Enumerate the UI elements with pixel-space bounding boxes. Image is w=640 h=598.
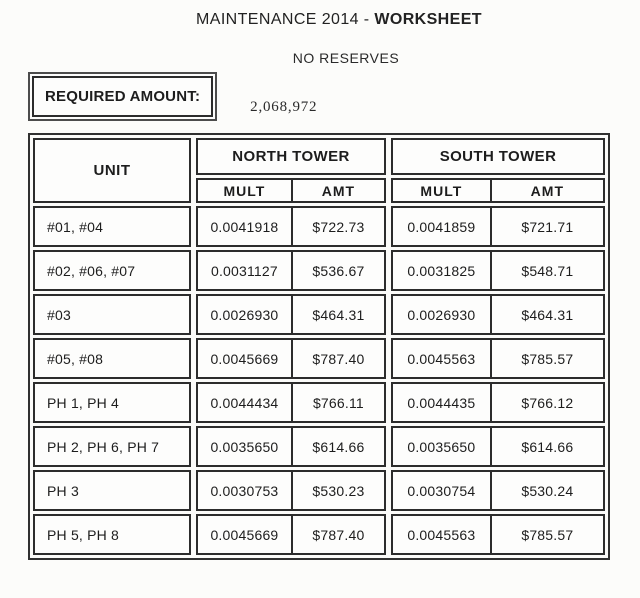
unit-column-header: UNIT bbox=[33, 138, 191, 203]
required-amount-box bbox=[28, 72, 217, 121]
south-amt-cell: $766.12 bbox=[521, 394, 574, 411]
south-amt-header: AMT bbox=[530, 182, 564, 199]
page-title-regular: MAINTENANCE 2014 - bbox=[196, 11, 375, 28]
unit-cell: PH 5, PH 8 bbox=[33, 514, 191, 555]
north-amt-cell: $536.67 bbox=[312, 262, 365, 279]
worksheet-table-body bbox=[33, 138, 605, 555]
north-mult-cell: 0.0045669 bbox=[198, 516, 293, 553]
north-amt-cell: $766.11 bbox=[312, 394, 364, 411]
page-title bbox=[0, 0, 640, 29]
south-tower-subheader bbox=[391, 178, 605, 203]
page-subtitle: NO RESERVES bbox=[292, 50, 400, 66]
south-mult-cell: 0.0026930 bbox=[393, 296, 492, 333]
unit-cell: PH 1, PH 4 bbox=[33, 382, 191, 423]
required-amount-section bbox=[28, 72, 640, 121]
south-mult-cell: 0.0031825 bbox=[393, 252, 492, 289]
south-mult-cell: 0.0030754 bbox=[393, 472, 492, 509]
north-row-values bbox=[196, 294, 386, 335]
south-amt-cell: $464.31 bbox=[521, 306, 574, 323]
south-row-values bbox=[391, 294, 605, 335]
south-mult-header: MULT bbox=[393, 180, 492, 201]
unit-cell: #01, #04 bbox=[33, 206, 191, 247]
north-row-values bbox=[196, 338, 386, 379]
south-amt-cell: $785.57 bbox=[521, 526, 574, 543]
north-mult-cell: 0.0044434 bbox=[198, 384, 293, 421]
south-mult-cell: 0.0041859 bbox=[393, 208, 492, 245]
north-amt-cell: $614.66 bbox=[312, 438, 365, 455]
south-mult-cell: 0.0035650 bbox=[393, 428, 492, 465]
south-tower-column-group bbox=[391, 138, 605, 555]
north-tower-column-group bbox=[196, 138, 386, 555]
worksheet-table bbox=[28, 133, 610, 560]
south-row-values bbox=[391, 514, 605, 555]
south-row-values bbox=[391, 338, 605, 379]
north-row-values bbox=[196, 206, 386, 247]
unit-cell: PH 3 bbox=[33, 470, 191, 511]
south-row-values bbox=[391, 206, 605, 247]
north-mult-cell: 0.0041918 bbox=[198, 208, 293, 245]
north-mult-cell: 0.0035650 bbox=[198, 428, 293, 465]
south-tower-header: SOUTH TOWER bbox=[391, 138, 605, 175]
north-mult-cell: 0.0030753 bbox=[198, 472, 293, 509]
unit-cell: #03 bbox=[33, 294, 191, 335]
north-tower-subheader bbox=[196, 178, 386, 203]
north-mult-header: MULT bbox=[198, 180, 293, 201]
unit-cell: #05, #08 bbox=[33, 338, 191, 379]
north-row-values bbox=[196, 470, 386, 511]
unit-column bbox=[33, 138, 191, 555]
required-amount-value: 2,068,972 bbox=[250, 99, 318, 115]
north-amt-header: AMT bbox=[321, 182, 356, 199]
north-row-values bbox=[196, 382, 386, 423]
required-amount-label: REQUIRED AMOUNT: bbox=[32, 76, 213, 117]
unit-cell: PH 2, PH 6, PH 7 bbox=[33, 426, 191, 467]
north-row-values bbox=[196, 426, 386, 467]
north-amt-cell: $530.23 bbox=[312, 482, 365, 499]
north-amt-cell: $787.40 bbox=[312, 526, 365, 543]
south-row-values bbox=[391, 426, 605, 467]
north-mult-cell: 0.0026930 bbox=[198, 296, 293, 333]
south-mult-cell: 0.0044435 bbox=[393, 384, 492, 421]
north-amt-cell: $464.31 bbox=[312, 306, 365, 323]
south-mult-cell: 0.0045563 bbox=[393, 340, 492, 377]
north-tower-header: NORTH TOWER bbox=[196, 138, 386, 175]
south-amt-cell: $614.66 bbox=[521, 438, 574, 455]
page-title-bold: WORKSHEET bbox=[374, 11, 482, 28]
south-amt-cell: $721.71 bbox=[521, 218, 574, 235]
north-mult-cell: 0.0045669 bbox=[198, 340, 293, 377]
north-amt-cell: $722.73 bbox=[312, 218, 365, 235]
south-row-values bbox=[391, 382, 605, 423]
north-amt-cell: $787.40 bbox=[312, 350, 365, 367]
north-mult-cell: 0.0031127 bbox=[198, 252, 293, 289]
south-amt-cell: $548.71 bbox=[521, 262, 574, 279]
south-amt-cell: $785.57 bbox=[521, 350, 574, 367]
south-row-values bbox=[391, 470, 605, 511]
north-row-values bbox=[196, 250, 386, 291]
north-row-values bbox=[196, 514, 386, 555]
unit-cell: #02, #06, #07 bbox=[33, 250, 191, 291]
south-amt-cell: $530.24 bbox=[521, 482, 574, 499]
south-mult-cell: 0.0045563 bbox=[393, 516, 492, 553]
south-row-values bbox=[391, 250, 605, 291]
